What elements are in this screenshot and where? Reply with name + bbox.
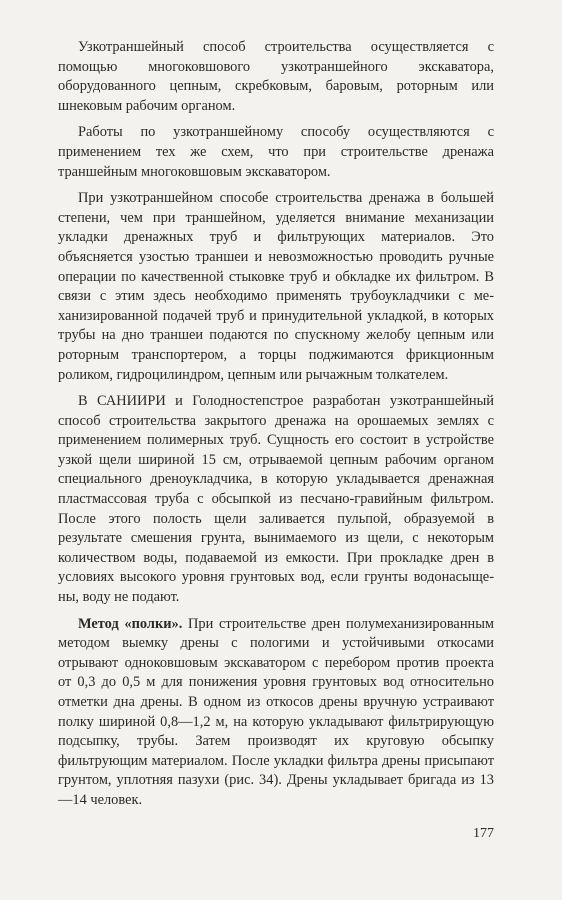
paragraph-5 xyxy=(58,615,494,811)
paragraph-1-text: Узкотраншейный способ строительства осуществляется с помощью многоковшового узкотраншейного экскаватора, оборудованного цепным, скребковым, баровым, роторным или шнековым рабочим органом. xyxy=(58,39,494,114)
paragraph-2-text: Работы по узкотраншейному способу осуществляются с применением тех же схем, что при строительстве дренажа траншейным многоковшовым экскаватором. xyxy=(58,124,494,180)
paragraph-1 xyxy=(58,38,494,116)
paragraph-3-text: При узкотраншейном способе строительства дренажа в большей степени, чем при траншейном, уделяется внимание механизации укладки дренажных труб и фильтрующих материалов. Это объясняется узостью траншеи и невозможностью проводить ручные операции по качественной стыковке труб и обкладке их фильтром. В связи с этим здесь необходимо применять трубоукладчики с механизированной подачей труб и принудительной укладкой, в которых трубы на дно траншеи подаются по спускному желобу цепным или роторным транспортером, а торцы поджимаются фрикционным роликом, гидроцилиндром, цепным или рычажным толкателем. xyxy=(58,190,494,383)
paragraph-2 xyxy=(58,123,494,182)
page-body xyxy=(58,38,494,818)
page-number: 177 xyxy=(473,826,494,841)
paragraph-3 xyxy=(58,189,494,385)
paragraph-5-lead: Метод «полки». xyxy=(78,615,183,632)
paragraph-5-text: При строительстве дрен полумеханизированным методом выемку дрены с пологими и устойчивыми откосами отрывают одноковшовым экскаватором с перебором против проекта от 0,3 до 0,5 м для понижения уровня грунтовых вод относительно отметки дна дрены. В одном из откосов дрены вручную устраивают полку шириной 0,8—1,2 м, на которую укладывают фильтрирующую подсыпку, трубы. Затем производят их круговую обсыпку фильтрующим материалом. После укладки фильтра дрены присыпают грунтом, уплотняя пазухи (рис. 34). Дрены укладывает бригада из 13—14 человек. xyxy=(58,615,494,808)
paragraph-4-text: В САНИИРИ и Голодностепстрое разработан узкотраншейный способ строительства закрытого дренажа на орошаемых землях с применением полимерных труб. Сущность его состоит в устройстве узкой щели шириной 15 см, отрываемой цепным рабочим органом специального дреноукладчика, в которую укладывается дренажная пластмассовая труба с обсыпкой из песчано-гравийным фильтром. После этого полость щели заливается пульпой, образуемой в результате смешения грунта, вынимаемого из щели, с некоторым количеством воды, подаваемой из емкости. При прокладке дрен в условиях высокого уровня грунтовых вод, если грунты водонасыщены, воду не подают. xyxy=(58,393,494,606)
paragraph-4 xyxy=(58,392,494,608)
